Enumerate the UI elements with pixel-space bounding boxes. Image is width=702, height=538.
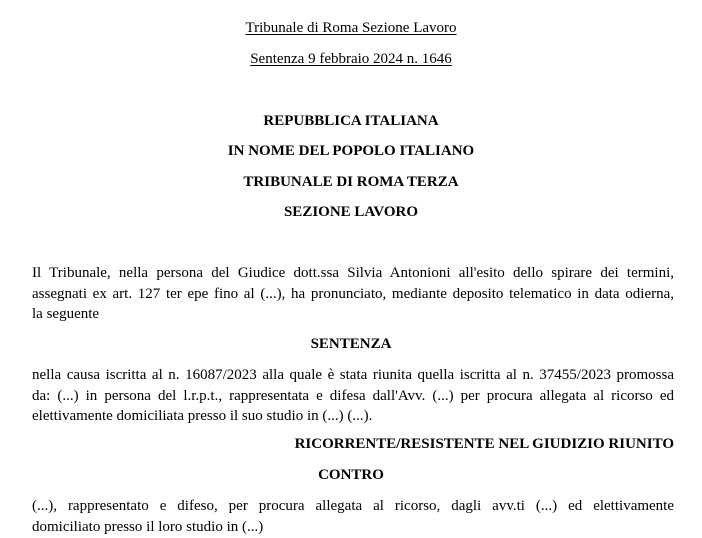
- intro-line-3: la seguente: [32, 306, 100, 322]
- respondent-line-1: (...), rappresentato e difeso, per procura allegata al ricorso, dagli avv.ti (...) ed elettivamente: [32, 498, 674, 514]
- title-republic: REPUBBLICA ITALIANA: [263, 113, 439, 129]
- title-section: SEZIONE LAVORO: [283, 204, 419, 220]
- sentenza-heading: SENTENZA: [310, 336, 392, 352]
- intro-line-2: assegnati ex art. 127 ter epe fino al (...), ha pronunciato, mediante deposito telematico in data odierna,: [32, 285, 674, 302]
- court-header: Tribunale di Roma Sezione Lavoro: [245, 20, 457, 36]
- title-tribunal: TRIBUNALE DI ROMA TERZA: [243, 174, 459, 190]
- respondent-line-2: domiciliato presso il loro studio in (...): [32, 518, 264, 535]
- title-people: IN NOME DEL POPOLO ITALIANO: [227, 143, 475, 159]
- cause-line-3: elettivamente domiciliata presso il suo studio in (...) (...).: [32, 408, 373, 424]
- party-role: RICORRENTE/RESISTENTE NEL GIUDIZIO RIUNITO: [294, 436, 674, 452]
- cause-line-2: da: (...) in persona del l.r.p.t., rappresentata e difesa dall'Avv. (...) per procura allegata al ricorso ed: [32, 387, 674, 404]
- cause-line-1: nella causa iscritta al n. 16087/2023 alla quale è stata riunita quella iscritta al n. 37455/2023 promossa: [32, 367, 674, 383]
- intro-paragraph: [32, 263, 674, 325]
- cause-paragraph: [32, 365, 674, 427]
- respondent-paragraph: [32, 496, 674, 537]
- judgment-reference: Sentenza 9 febbraio 2024 n. 1646: [250, 51, 452, 67]
- contro-heading: CONTRO: [318, 467, 384, 483]
- intro-line-1: Il Tribunale, nella persona del Giudice dott.ssa Silvia Antonioni all'esito dello spirare dei termini,: [32, 265, 674, 281]
